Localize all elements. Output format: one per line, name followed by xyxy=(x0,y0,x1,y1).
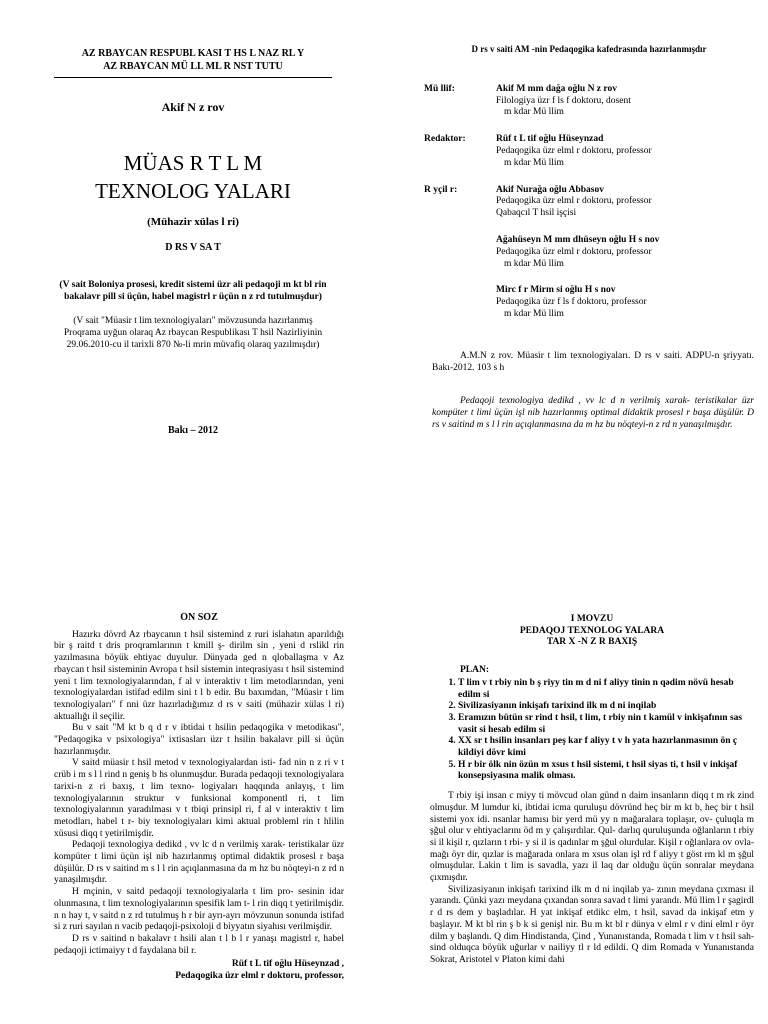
plan-item: 3. Eramızın bütün sr rind t hsil, t lim, t rbiy nin t kamül v inkişafının sas vasit si hesab edilm si xyxy=(458,713,754,736)
chapter-paragraph: Sivilizasiyanın inkişafı tarixind ilk m d ni inqilab ya- zının meydana çıxması il yarandı. Çünki yazı meydana çıxandan sonra savad t limi yarandı. Mü llim l r şagirdl r d rs dem y başladılar. H yat inkişaf etdikc elm, t hsil, savad da inkişaf etm y başlayır. M kt bl rin ş b k si genişl nir. Bu m kt bl r dünya v elml r v dini elml r öyr dilm y başlandı. Q dim Hindistanda, Çind , Yunanıstanda, Romada t lim v t hsil sah- sind olduqca böyük uğurlar v nailiyy tl r ld edildi. Q dim Romada v Yunanıstanda Sokrat, Aristotel v Platon kimi dahi xyxy=(430,884,754,965)
credit-role xyxy=(424,235,496,270)
book-subtitle: (Mühazir xülas l ri) xyxy=(147,216,239,228)
credit-editor xyxy=(424,134,754,169)
preface-paragraph: Hazırkı dövrd Az rbaycanın t hsil sistemind z ruri islahatın aparıldığı bir ş raitd t dris proqramlarının t kmill ş- dirilm sin , yeni d rslikl rin yazılmasına böyük ehtiyac duyulur. Dünyada ged n qloballaşma v Az rbaycan t hsil sisteminin Avropa t hsil sistemin inteqrasiyası t hsil sistemind yeni t lim texnologiyalarından, f al v interaktiv t lim metodlarından, yeni texnologiyalardan istifad edilm sini t l b edir. Bu baxımdan, "Müasir t lim texnologiyaları" f nni üzr hazırladığımız d rs v saiti (mühazir xülas l ri) aktuallığı il seçilir. xyxy=(54,629,344,722)
credit-name: Rüf t L tif oğlu Hüseynzad xyxy=(496,134,604,145)
credit-honor: m kdar Mü llim xyxy=(504,258,564,269)
book-type: D RS V SA T xyxy=(165,242,221,253)
credit-title: Pedaqogika üzr f ls f doktoru, professor xyxy=(496,297,647,308)
credit-title: Pedaqogika üzr elml r doktoru, professor xyxy=(496,246,652,257)
credit-honor: m kdar Mü llim xyxy=(504,157,564,168)
page-1-title-page xyxy=(48,44,338,484)
preface-paragraph: D rs v saitind n bakalavr t hsili alan t l b l r yanaşı magistrl r, habel pedaqoji ictimaiyy t d faydalana bil r. xyxy=(54,933,344,956)
credit-title: Pedaqogika üzr elml r doktoru, professor xyxy=(496,196,652,207)
book-title-line-2: TEXNOLOG YALARI xyxy=(95,179,291,203)
bibliographic-citation: A.M.N z rov. Müasir t lim texnologiyaları. D rs v saiti. ADPU-n şriyyatı. Bakı-2012. 103 s h xyxy=(432,350,754,373)
page-4-chapter-1 xyxy=(430,614,754,1024)
credit-title: Filologiya üzr f ls f doktoru, dosent xyxy=(496,95,631,106)
credit-role: Mü llif: xyxy=(424,83,455,94)
author-name: Akif N z rov xyxy=(161,100,225,114)
purpose-note: (V sait Boloniya prosesi, kredit sistemi üzr ali pedaqoji m kt bl rin bakalavr pill si üçün, habel magistrl r üçün n z rd tutulmuşdur) xyxy=(59,280,327,302)
preface-paragraph: H mçinin, v saitd pedaqoji texnologiyalarla t lim pro- sesinin idar olunmasına, t lim texnologiyalarının spesifik lam t- l rin diqq t yetirilmişdir. n n hay t, v saitd n z rd tutulmuş h r bir ayrı-ayrı mövzunun sonunda istifad si z ruri sayılan n vacib pedaqoji-psixoloji d biyyatın siyahısı verilmişdir. xyxy=(54,887,344,933)
credit-author xyxy=(424,84,754,119)
plan-item: 4. XX sr t hsilin insanları peş kar f aliyy t v h yata hazırlanmasının ön ç kildiyi dövr kimi xyxy=(458,736,754,759)
credit-honor: Qabaqcıl T hsil işçisi xyxy=(496,208,577,219)
credit-reviewer-2 xyxy=(424,235,754,270)
plan-list xyxy=(430,678,754,783)
plan-item: 5. H r bir ölk nin özün m xsus t hsil sistemi, t hsil siyas ti, t hsil v inkişaf konsepsiyasına malik olması. xyxy=(458,760,754,783)
signature-name: Rüf t L tif oğlu Hüseynzad , xyxy=(231,959,344,970)
plan-label: PLAN: xyxy=(460,665,490,676)
book-abstract: Pedaqoji texnologiya dedikd , vv lc d n verilmiş xarak- teristikalar üzr kompüter t limi üçün işl nib hazırlanmış optimal didaktik prosesl r başa düşülür. D rs v saitind m s l l rin açıqlanmasına da m hz bu nöqteyi-n z rd n yanaşılmışdır. xyxy=(432,396,754,430)
credit-reviewer-3 xyxy=(424,285,754,320)
book-title-line-1: MÜAS R T L M xyxy=(123,151,263,175)
page-3-preface xyxy=(54,612,344,1024)
preface-paragraph: V saitd müasir t hsil metod v texnologiyalardan isti- fad nin n z ri v t crüb i m s l l rind n geniş b hs olunmuşdur. Burada pedaqoji texnologiyalara tarixi-n z ri baxış, t lim texno- logiyaları haqqında anlayış, t lim texnologiyalarının struktur v funksional komponentl ri, t lim texnologiyalarının yaradılması v t tbiqi prinsipl ri, f al v interaktiv t lim metodları, habel t r- biy texnologiyaları kimi aktual probleml rin t hlilin xüsusi diqq t yetirilmişdir. xyxy=(54,758,344,839)
topic-title-line-2: TAR X -N Z R BAXIŞ xyxy=(546,637,638,648)
organization-line-2: AZ RBAYCAN MÜ LL ML R NST TUTU xyxy=(103,61,283,72)
credit-name: Ağahüseyn M mm dhüseyn oğlu H s nov xyxy=(496,234,660,245)
preface-paragraph: Pedaqoji texnologiya dedikd , vv lc d n verilmiş xarak- teristikalar üzr kompüter t limi üçün işl nib hazırlanmış optimal didaktik prosesl r başa düşülür. D rs v saitind m s l l rin açıqlanmasına da m hz bu nöqteyi-n z rd n yanaşılmışdır. xyxy=(54,840,344,886)
topic-number: I MÖVZU xyxy=(570,614,614,624)
approval-note: (V sait "Müasir t lim texnologiyaları" mövzusunda hazırlanmış Proqrama uyğun olaraq Az rbaycan Respublikası T hsil Nazirliyinin 29.06.2010-cu il tarixli 870 №-li mrin müvafiq olaraq yazılmışdır) xyxy=(63,316,323,350)
city-year: Bakı – 2012 xyxy=(167,425,218,436)
preface-heading: ÖN SÖZ xyxy=(180,612,218,623)
credit-name: Mirc f r Mirm si oğlu H s nov xyxy=(496,285,616,296)
preparation-note: D rs v saiti AM -nin Pedaqogika kafedrasında hazırlanmışdır xyxy=(471,44,707,54)
credit-honor: m kdar Mü llim xyxy=(504,107,564,118)
credit-reviewer-1 xyxy=(424,185,754,220)
credit-title: Pedaqogika üzr elml r doktoru, professor xyxy=(496,145,652,156)
page-2-imprint xyxy=(424,44,754,444)
topic-title-line-1: PEDAQOJ TEXNOLOG YALARA xyxy=(519,625,665,636)
chapter-paragraph: T rbiy işi insan c miyy ti mövcud olan günd n daim insanların diqq t m rk zind olmuşdur. M lumdur ki, ibtidai icma quruluşu dövründ heç bir m kt b, heç bir t hsil sistemi yox idi. nsanlar hamısı bir yerd mü yy n mağaralara toplaşır, ov- çuluqla m şğul olur v ehtiyaclarını öd m y çalışırdılar. Qul- darlıq quruluşunda oğlanların t rbiy si il kişil r, qızların t rbi- y si il is qadınlar m şğul olurdular. Kişil r oğlanlara ov ovla- mağı öyr dir, qızlar is mağarada onlara m xsus olan işl rd f aliyy t göst rm kl m şğul olmuşdular. Lakin t lim is savadla, yazı il laq dar olduğu üçün sonralar meydana çıxmışdır. xyxy=(430,791,754,884)
credit-name: Akif M mm dağa oğlu N z rov xyxy=(496,83,617,94)
credits-block xyxy=(424,84,754,321)
plan-item: 2. Sivilizasiyanın inkişafı tarixind ilk m d ni inqilab xyxy=(458,701,754,713)
signature-title: Pedaqogika üzr elml r doktoru, professor, xyxy=(175,971,344,982)
credit-honor: m kdar Mü llim xyxy=(504,308,564,319)
plan-item: 1. T lim v t rbiy nin b ş riyy tin m d ni f aliyy tinin n qədim növü hesab edilm si xyxy=(458,678,754,701)
organization-line-1: AZ RBAYCAN RESPUBL KASI T HS L NAZ RL Y xyxy=(81,48,305,59)
credit-role: Redaktor: xyxy=(424,134,466,145)
preface-paragraph: Bu v sait "M kt b q d r v ibtidai t hsilin pedaqogika v metodikası", "Pedaqogika v psixologiya" ixtisasları üzr t hsilin bakalavr pill si üçün hazırlanmışdır. xyxy=(54,723,344,757)
credit-name: Akif Nurağa oğlu Abbasov xyxy=(496,184,604,195)
header-rule xyxy=(54,77,332,78)
credit-role: R yçil r: xyxy=(424,184,458,195)
credit-role xyxy=(424,285,496,320)
